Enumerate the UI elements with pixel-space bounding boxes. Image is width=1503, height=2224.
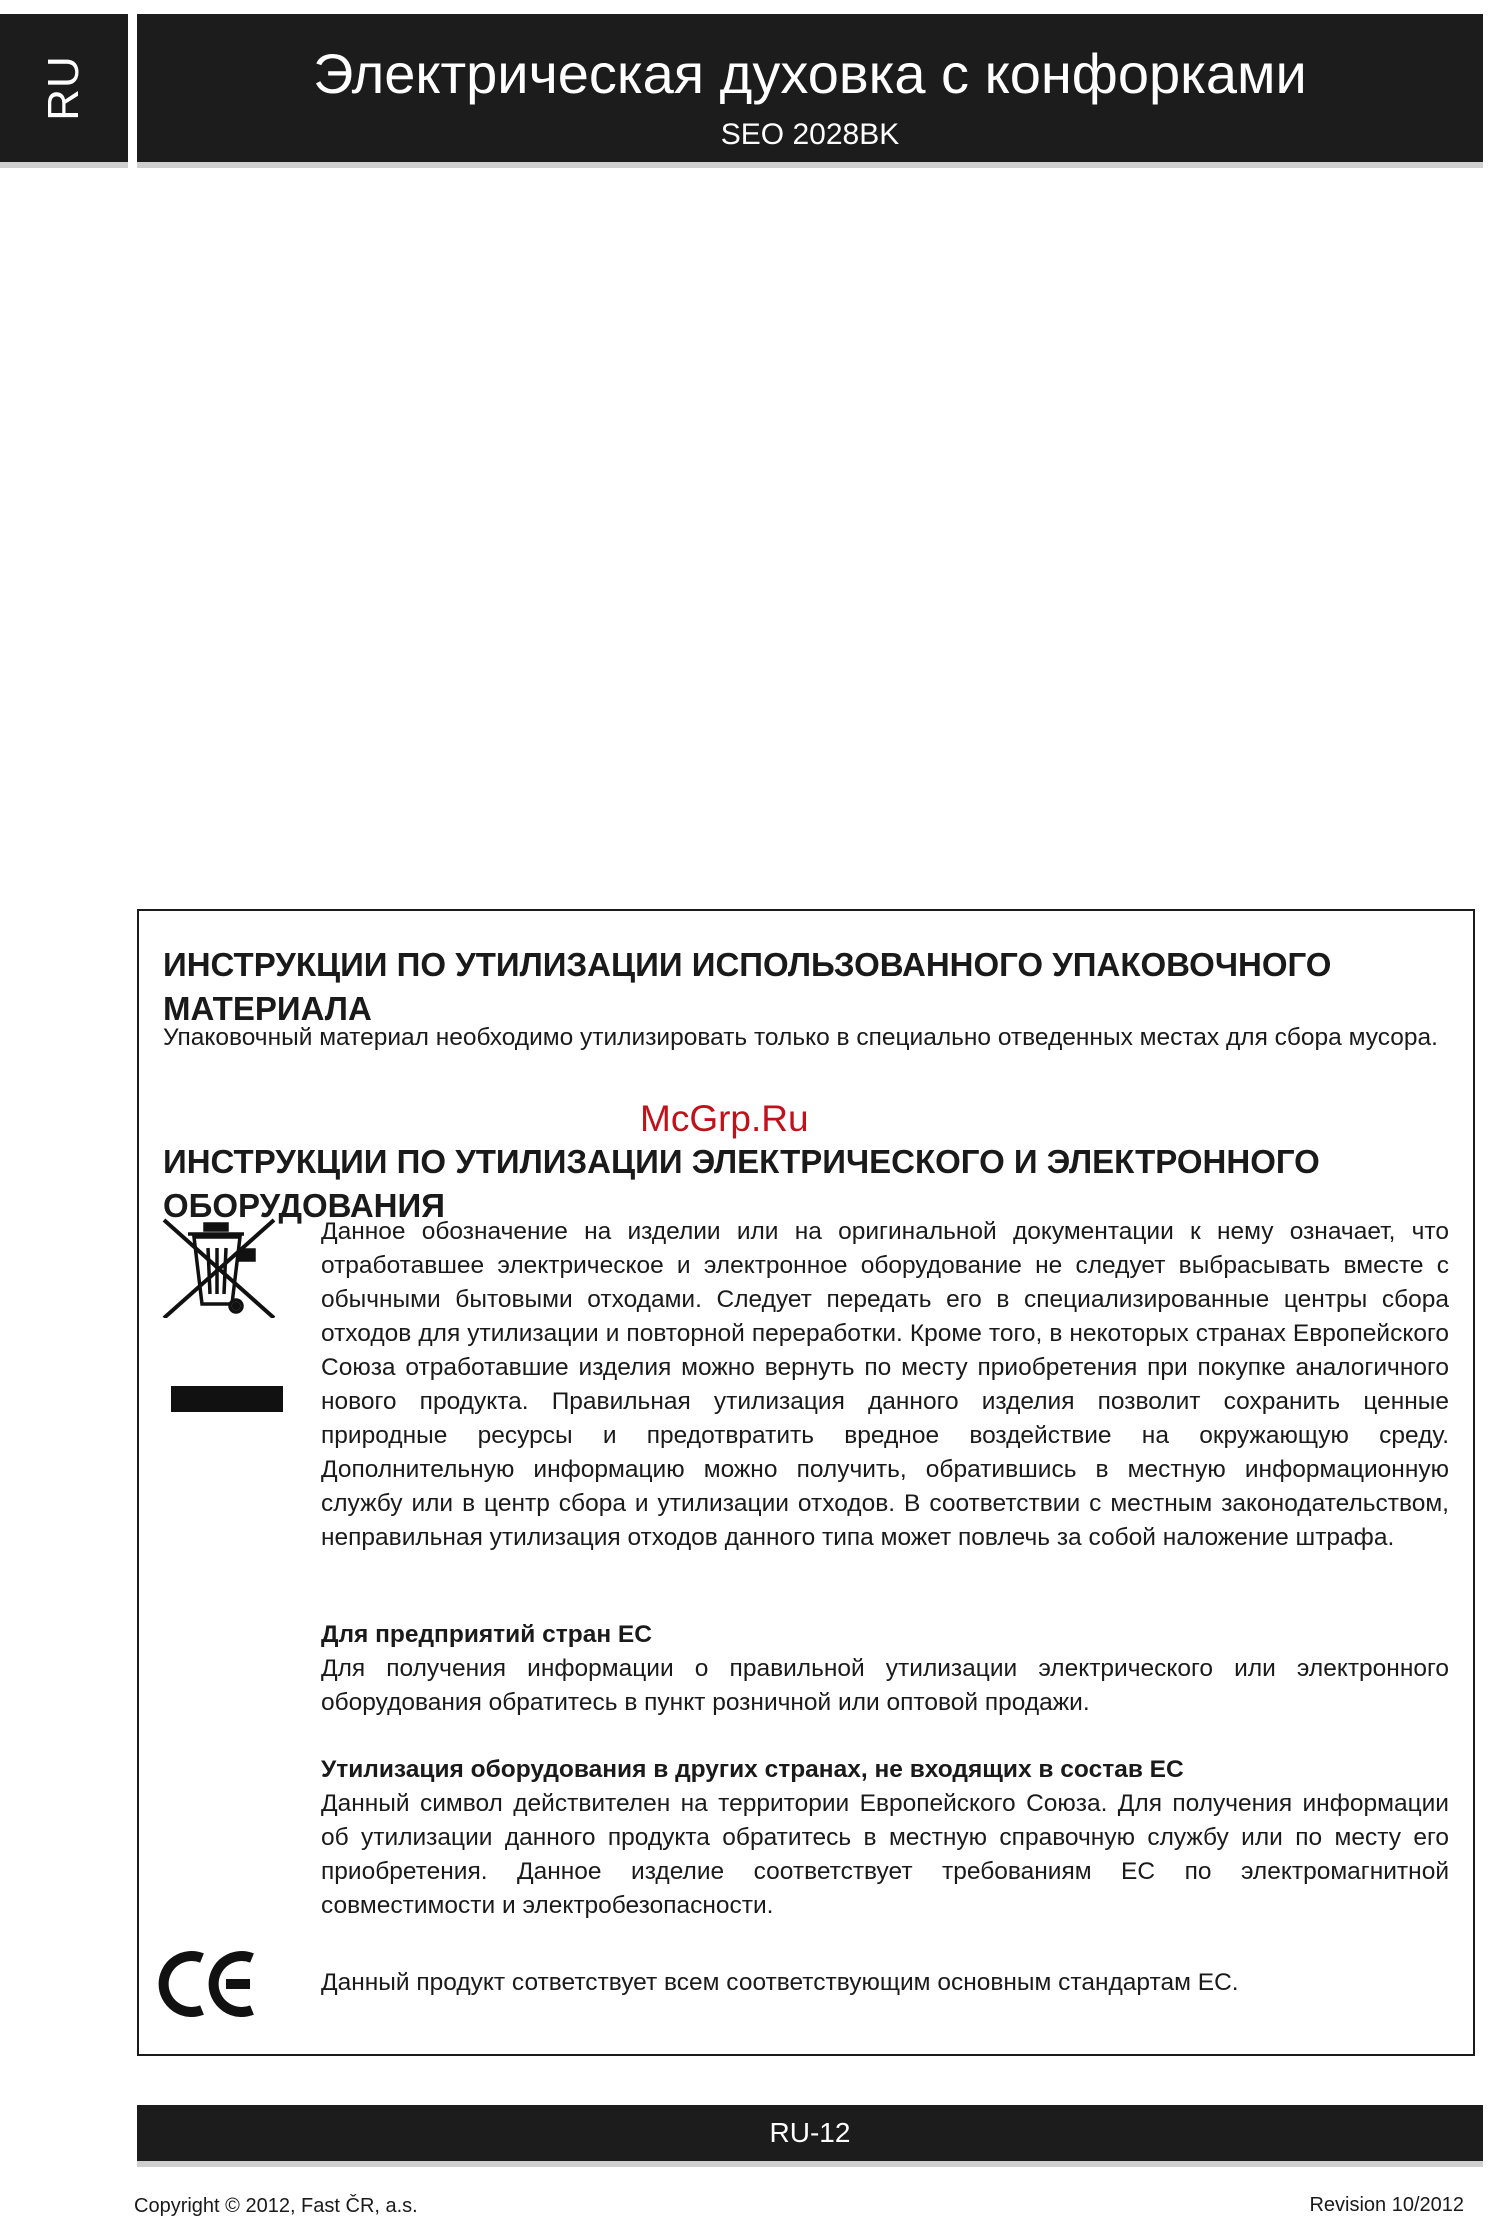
revision-text: Revision 10/2012 (1309, 2194, 1464, 2216)
page-number: RU-12 (769, 2117, 851, 2148)
non-eu-text: Данный символ действителен на территории Европейского Союза. Для получения информации об утилизации данного продукта обратитесь в местную справочную службу или по месту его приобретения. Данное изделие соответствует требованиям ЕС по электромагнитной совместимости и электробезопасности. (321, 1790, 1449, 1919)
eu-business-heading: Для предприятий стран ЕС (321, 1621, 652, 1648)
watermark: McGrp.Ru (640, 1098, 809, 1139)
page-number-bar (137, 2105, 1483, 2161)
non-eu-block (321, 1753, 1449, 1923)
eu-business-text: Для получения информации о правильной утилизации электрического или электронного оборудования обратитесь в пункт розничной или оптовой продажи. (321, 1655, 1449, 1716)
weee-heading-line2: ОБОРУДОВАНИЯ (163, 1187, 445, 1224)
weee-text: Данное обозначение на изделии или на оригинальной документации к нему означает, что отработавшее электрическое и электронное оборудование не следует выбрасывать вместе с обычными бытовыми отходами. Следует передать его в специализированные центры сбора отходов для утилизации и повторной переработки. Кроме того, в некоторых странах Европейского Союза отработавшие изделия можно вернуть по месту приобретения при покупке аналогичного нового продукта. Правильная утилизация данного изделия позволит сохранить ценные природные ресурсы и предотвратить вредное воздействие на окружающую среду. Дополнительную информацию можно получить, обратившись в местную информационную службу или в центр сбора и утилизации отходов. В соответствии с местным законодательством, неправильная утилизация отходов данного типа может повлечь за собой наложение штрафа. (321, 1218, 1449, 1551)
ce-compliance-text: Данный продукт сответствует всем соответствующим основным стандартам ЕС. (321, 1969, 1239, 1996)
language-label: RU (39, 55, 88, 121)
disposal-instructions-box (137, 909, 1475, 2056)
copyright-text: Copyright © 2012, Fast ČR, a.s. (134, 2195, 418, 2217)
title-bar (137, 14, 1483, 162)
packaging-heading (163, 943, 1449, 1031)
weee-heading-line1: ИНСТРУКЦИИ ПО УТИЛИЗАЦИИ ЭЛЕКТРИЧЕСКОГО И ЭЛЕКТРОННОГО (163, 1143, 1320, 1180)
document-title: Электрическая духовка с конфорками (313, 42, 1307, 105)
non-eu-heading: Утилизация оборудования в других странах, не входящих в состав ЕС (321, 1756, 1184, 1783)
ce-mark-icon (158, 1948, 260, 2020)
packaging-heading-line2: МАТЕРИАЛА (163, 990, 372, 1027)
packaging-heading-line1: ИНСТРУКЦИИ ПО УТИЛИЗАЦИИ ИСПОЛЬЗОВАННОГО УПАКОВОЧНОГО (163, 946, 1332, 983)
eu-business-block (321, 1618, 1449, 1720)
packaging-text: Упаковочный материал необходимо утилизировать только в специально отведенных местах для сбора мусора. (163, 1024, 1438, 1051)
language-tab (0, 14, 128, 162)
weee-underline-bar (171, 1386, 283, 1412)
model-number: SEO 2028BK (720, 118, 900, 151)
crossed-out-wheelie-bin-icon (158, 1218, 286, 1318)
